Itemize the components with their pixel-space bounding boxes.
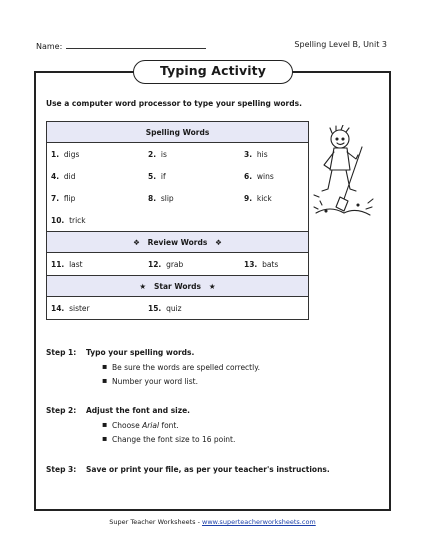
word-number: 1. bbox=[51, 149, 60, 159]
table-row bbox=[47, 209, 309, 232]
step-2 bbox=[46, 406, 190, 415]
step-bullet: ▪ Change the font size to 16 point. bbox=[112, 435, 235, 444]
spelling-header: Spelling Words bbox=[47, 122, 309, 143]
word-cell bbox=[144, 297, 240, 320]
name-label: Name: bbox=[36, 42, 63, 51]
word-number: 4. bbox=[51, 171, 60, 181]
word-number: 6. bbox=[244, 171, 253, 181]
word-cell bbox=[47, 297, 145, 320]
word-cell bbox=[144, 187, 240, 209]
level-label: Spelling Level B, Unit 3 bbox=[294, 40, 387, 49]
word-number: 13. bbox=[244, 259, 258, 269]
word-number: 7. bbox=[51, 193, 60, 203]
word-cell bbox=[144, 253, 240, 276]
table-row bbox=[47, 143, 309, 166]
word-number: 10. bbox=[51, 215, 65, 225]
word-number: 3. bbox=[244, 149, 253, 159]
word-cell bbox=[240, 253, 309, 276]
review-symbol-right: ❖ bbox=[215, 237, 222, 247]
bullet-font-name: Arial bbox=[142, 421, 160, 430]
step-text: Adjust the font and size. bbox=[86, 406, 191, 415]
instruction-text: Use a computer word processor to type your spelling words. bbox=[46, 99, 302, 108]
word-text: grab bbox=[166, 259, 184, 269]
star-header bbox=[47, 276, 309, 297]
word-cell bbox=[240, 143, 309, 166]
spelling-header-row bbox=[47, 122, 309, 143]
word-cell bbox=[144, 143, 240, 166]
review-header-label: Review Words bbox=[147, 237, 208, 247]
footer-separator: - bbox=[195, 518, 203, 526]
word-table bbox=[46, 121, 309, 320]
table-row bbox=[47, 253, 309, 276]
boy-shoveling-illustration bbox=[310, 125, 378, 225]
word-cell bbox=[47, 187, 145, 209]
word-text: digs bbox=[63, 149, 80, 159]
step-bullet: ▪ Be sure the words are spelled correctly. bbox=[112, 363, 260, 372]
footer bbox=[0, 518, 425, 526]
word-cell bbox=[47, 209, 145, 232]
word-cell bbox=[240, 187, 309, 209]
footer-link[interactable]: www.superteacherworksheets.com bbox=[202, 518, 316, 526]
word-text: if bbox=[160, 171, 166, 181]
footer-brand: Super Teacher Worksheets bbox=[109, 518, 196, 526]
word-number: 15. bbox=[148, 303, 162, 313]
word-number: 14. bbox=[51, 303, 65, 313]
name-field bbox=[36, 40, 206, 51]
table-row bbox=[47, 187, 309, 209]
star-icon: ★ bbox=[139, 281, 147, 291]
word-text: quiz bbox=[166, 303, 182, 313]
step-label: Step 2: bbox=[46, 406, 77, 415]
bullet-text: Choose bbox=[112, 421, 143, 430]
step-1 bbox=[46, 348, 194, 357]
word-text: bats bbox=[262, 259, 279, 269]
word-number: 9. bbox=[244, 193, 253, 203]
step-text: Save or print your file, as per your teacher's instructions. bbox=[86, 465, 330, 474]
word-cell bbox=[47, 143, 145, 166]
step-label: Step 3: bbox=[46, 465, 77, 474]
word-cell bbox=[47, 165, 145, 187]
table-row bbox=[47, 165, 309, 187]
word-cell bbox=[240, 297, 309, 320]
table-row bbox=[47, 297, 309, 320]
step-label: Step 1: bbox=[46, 348, 77, 357]
step-3 bbox=[46, 465, 330, 474]
page-title: Typing Activity bbox=[133, 60, 293, 84]
word-number: 2. bbox=[148, 149, 157, 159]
word-text: kick bbox=[256, 193, 272, 203]
step-bullet bbox=[112, 421, 179, 430]
word-number: 12. bbox=[148, 259, 162, 269]
word-text: his bbox=[256, 149, 268, 159]
word-cell bbox=[47, 253, 145, 276]
word-text: last bbox=[69, 259, 83, 269]
word-text: did bbox=[63, 171, 76, 181]
word-text: wins bbox=[256, 171, 274, 181]
word-text: sister bbox=[69, 303, 90, 313]
step-bullet: ▪ Number your word list. bbox=[112, 377, 198, 386]
word-cell bbox=[240, 165, 309, 187]
word-text: trick bbox=[69, 215, 86, 225]
review-header-row bbox=[47, 232, 309, 253]
word-text: flip bbox=[63, 193, 76, 203]
bullet-text: font. bbox=[159, 421, 179, 430]
star-icon: ★ bbox=[208, 281, 216, 291]
word-number: 11. bbox=[51, 259, 65, 269]
review-symbol-left: ❖ bbox=[133, 237, 140, 247]
word-text: slip bbox=[160, 193, 174, 203]
review-header bbox=[47, 232, 309, 253]
word-cell bbox=[144, 165, 240, 187]
word-cell bbox=[240, 209, 309, 232]
star-header-label: Star Words bbox=[153, 281, 202, 291]
word-cell bbox=[144, 209, 240, 232]
step-text: Typo your spelling words. bbox=[86, 348, 195, 357]
word-text: is bbox=[160, 149, 167, 159]
name-line[interactable] bbox=[66, 40, 206, 49]
word-number: 5. bbox=[148, 171, 157, 181]
word-number: 8. bbox=[148, 193, 157, 203]
star-header-row bbox=[47, 276, 309, 297]
